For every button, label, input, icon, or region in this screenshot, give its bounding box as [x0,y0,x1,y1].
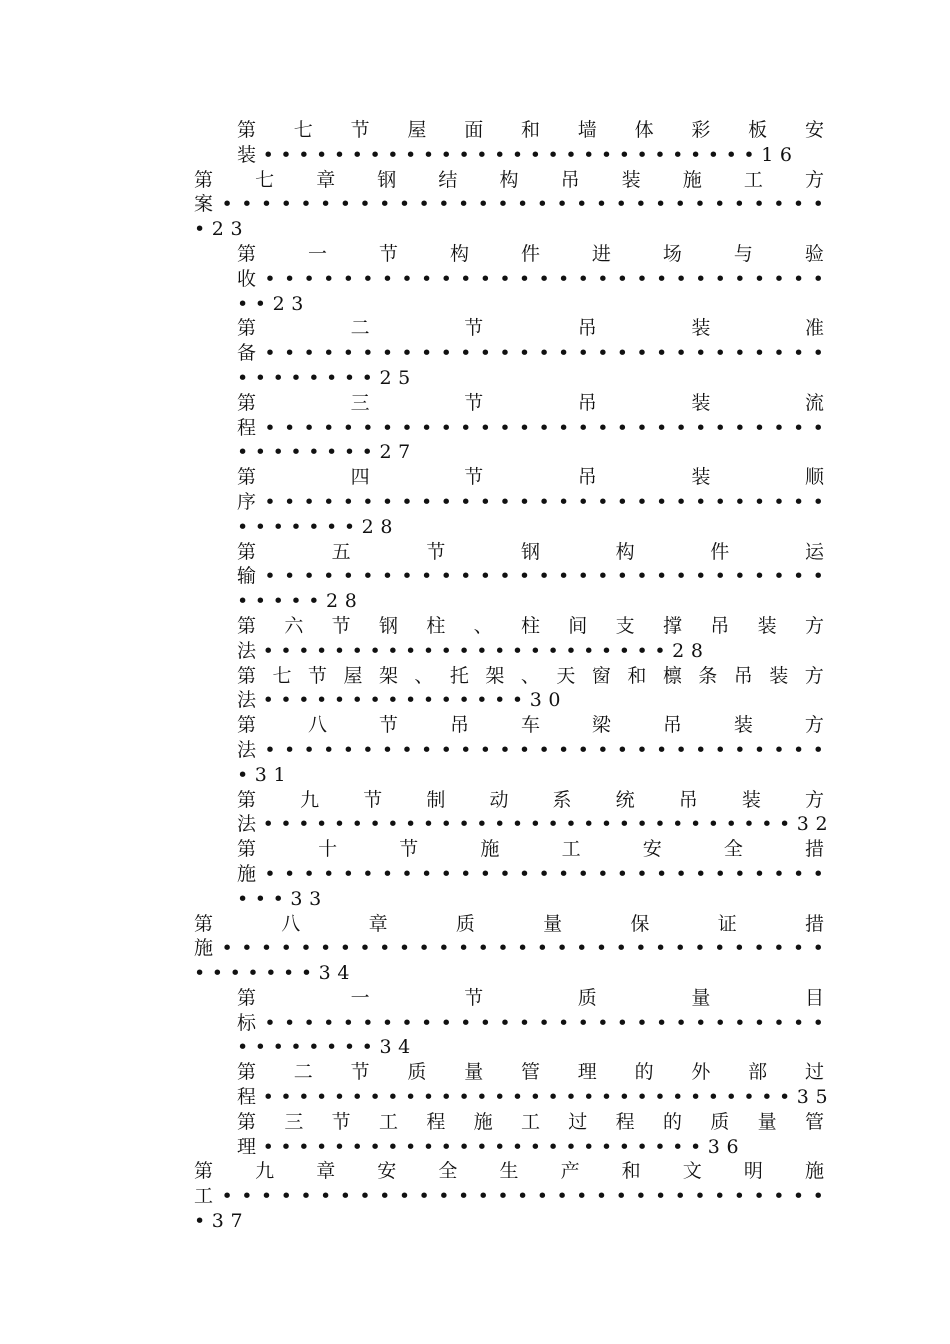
toc-section-line: 备 • • • • • • • • • • • • • • • • • • • • • • • • • • • • • [237,342,824,365]
toc-chapter-line: 第 八 章 质 量 保 证 措 [194,912,824,935]
toc-chapter-line: •37 [194,1210,250,1233]
toc-section-line: 第 六 节 钢 柱 、 柱 间 支 撑 吊 装 方 [237,614,824,637]
toc-section-line: •••••28 [237,590,364,613]
toc-section-line: 第 四 节 吊 装 顺 [237,466,824,489]
toc-section-line: 法•••••••••••••••••••••••28 [237,639,710,662]
toc-section-line: 程••••••••••••••••••••••••••••••35 [237,1086,835,1109]
toc-section-line: 装••••••••••••••••••••••••••••16 [237,143,799,166]
toc-section-line: 第 一 节 质 量 目 [237,986,824,1009]
toc-section-line: 法 • • • • • • • • • • • • • • • • • • • • • • • • • • • • • [237,738,824,761]
toc-section-line: 第 二 节 质 量 管 理 的 外 部 过 [237,1061,824,1084]
toc-section-line: 第 八 节 吊 车 梁 吊 装 方 [237,714,824,737]
toc-section-line: 程 • • • • • • • • • • • • • • • • • • • • • • • • • • • • • [237,416,824,439]
toc-section-line: 第 七 节 屋 面 和 墙 体 彩 板 安 [237,119,824,141]
toc-chapter-line: 施 • • • • • • • • • • • • • • • • • • • • • • • • • • • • • • • [194,937,824,960]
toc-section-line: ••23 [237,292,310,315]
table-of-contents [0,118,950,1234]
toc-chapter-line: •••••••34 [194,962,357,985]
toc-section-line: •••••••28 [237,515,400,538]
toc-section-line: ••••••••25 [237,366,417,389]
toc-chapter-line: 第 七 章 钢 结 构 吊 装 施 工 方 [194,168,824,191]
toc-section-line: ••••••••34 [237,1036,417,1059]
toc-section-line: 理•••••••••••••••••••••••••36 [237,1135,746,1158]
toc-section-line: 第 一 节 构 件 进 场 与 验 [237,242,824,265]
toc-section-line: ••••••••27 [237,441,417,464]
toc-chapter-line: 工 • • • • • • • • • • • • • • • • • • • • • • • • • • • • • • • [194,1185,824,1208]
toc-section-line: 第 三 节 工 程 施 工 过 程 的 质 量 管 [237,1110,824,1133]
toc-section-line: 序 • • • • • • • • • • • • • • • • • • • • • • • • • • • • • [237,490,824,513]
toc-section-line: 标 • • • • • • • • • • • • • • • • • • • • • • • • • • • • • [237,1011,824,1034]
toc-chapter-line: 第 九 章 安 全 生 产 和 文 明 施 [194,1160,824,1183]
toc-section-line: •31 [237,763,293,786]
toc-section-line: 第 九 节 制 动 系 统 吊 装 方 [237,788,824,811]
toc-section-line: 第 七 节 屋 架 、 托 架 、 天 窗 和 檩 条 吊 装 方 [237,664,824,687]
toc-section-line: 收 • • • • • • • • • • • • • • • • • • • • • • • • • • • • • [237,267,824,290]
toc-section-line: 输 • • • • • • • • • • • • • • • • • • • • • • • • • • • • • [237,565,824,588]
toc-section-line: 第 五 节 钢 构 件 运 [237,540,824,563]
toc-section-line: 第 二 节 吊 装 准 [237,317,824,340]
toc-chapter-line: •23 [194,218,250,241]
toc-section-line: •••33 [237,887,328,910]
toc-section-line: 第 十 节 施 工 安 全 措 [237,838,824,861]
toc-section-line: 第 三 节 吊 装 流 [237,391,824,414]
toc-section-line: 法••••••••••••••••••••••••••••••32 [237,813,835,836]
toc-section-line: 施 • • • • • • • • • • • • • • • • • • • • • • • • • • • • • [237,862,824,885]
toc-section-line: 法•••••••••••••••30 [237,689,568,712]
toc-chapter-line: 案 • • • • • • • • • • • • • • • • • • • • • • • • • • • • • • • [194,193,824,216]
